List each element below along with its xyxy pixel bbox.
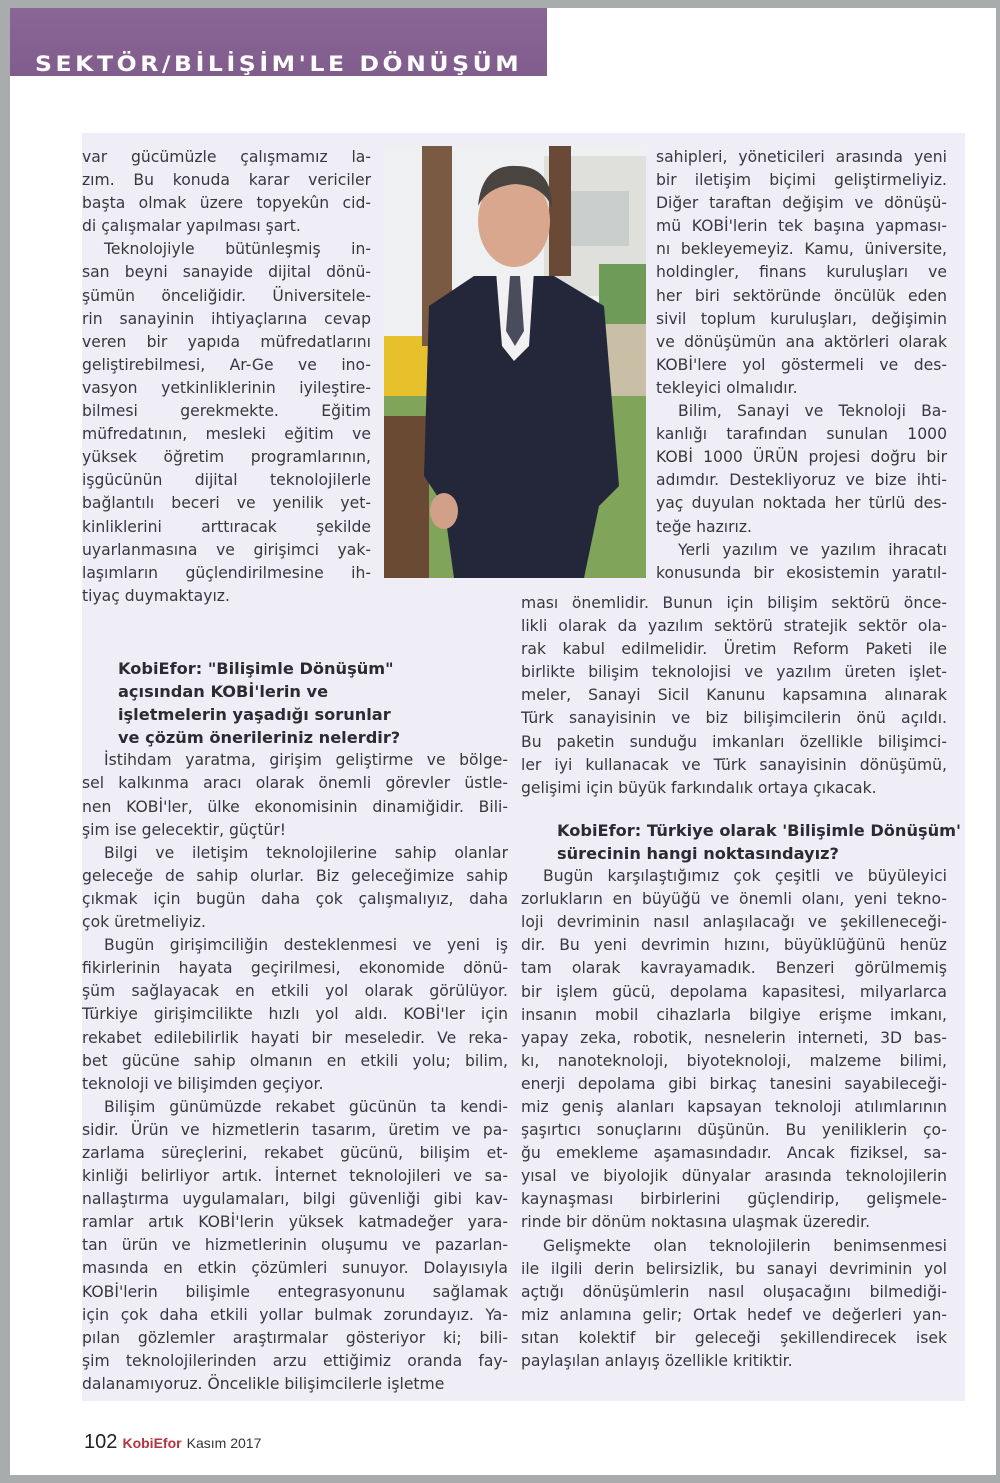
- paragraph: [521, 865, 947, 1235]
- text-line: için çok daha etkili yollar bulmak zorundayız. Ya-: [82, 1305, 508, 1324]
- text-line: vasyon yetkinliklerinin iyileştire-: [82, 378, 371, 397]
- text-line: tam olarak kavrayamadık. Benzeri görülmemiş: [521, 959, 947, 978]
- text-line: tan ürün ve hizmetlerinin oluşumu ve pazarlan-: [82, 1236, 508, 1255]
- interview-question-1: [118, 657, 508, 749]
- text-line: yüksek öğretim programlarının,: [82, 448, 371, 467]
- text-line: müfredatının, mesleki eğitim ve: [82, 425, 371, 444]
- text-line: şim ise gelecektir, güçtür!: [82, 820, 287, 839]
- text-line: birlikte bilişim teknolojisi ve yazılım üreten işlet-: [521, 663, 947, 682]
- section-title: SEKTÖR/BİLİŞİM'LE DÖNÜŞÜM: [35, 52, 523, 76]
- text-line: bağlantılı beceri ve yenilik yet-: [82, 494, 371, 513]
- text-line: insanın mobil cihazlarla bilgiye erişme imkanı,: [521, 1005, 947, 1024]
- question-line: açısından KOBİ'lerin ve: [118, 682, 329, 702]
- text-line: İstihdam yaratma, girişim geliştirme ve bölge-: [104, 751, 508, 770]
- text-line: gelişimi için büyük farkındalık ortaya çıkacak.: [521, 778, 877, 797]
- page-number: 102: [84, 1431, 118, 1453]
- portrait-image: [384, 146, 646, 578]
- text-line: rinde bir dönüm noktasına ulaşmak üzeredir.: [521, 1213, 871, 1232]
- text-line: nen KOBİ'ler, ülke ekonomisinin dinamiğidir. Bili-: [82, 797, 508, 816]
- paragraph: [82, 749, 508, 841]
- text-line: sivil toplum kuruluşları, değişimin: [656, 309, 947, 328]
- text-line: masında en etkin çözümleri sunuyor. Dolayısıyla: [82, 1259, 508, 1278]
- question-line: KobiEfor: "Bilişimle Dönüşüm": [118, 659, 394, 678]
- text-line: likli olarak da yazılım sektörü stratejik sektör ola-: [521, 617, 947, 636]
- text-line: ramlar artık KOBİ'lerin yüksek katmadeğer yara-: [82, 1213, 508, 1232]
- text-line: enerji depolama gibi birkaç tanesini sayabileceği-: [521, 1074, 947, 1093]
- text-line: bir işlem gücü, depolama kapasitesi, milyarlarca: [521, 982, 947, 1001]
- text-line: çok üretmeliyiz.: [82, 913, 206, 932]
- text-line: bir iletişim biçimi geliştirmeliyiz.: [656, 171, 947, 190]
- text-line: rin sanayinin ihtiyaçlarına cevap: [82, 309, 371, 328]
- text-line: laşımların güçlendirilmesine ih-: [82, 563, 371, 582]
- text-line: paylaşılan anlayış özellikle kritiktir.: [521, 1352, 793, 1370]
- text-line: teknoloji ve bilişimden geçiyor.: [82, 1074, 324, 1093]
- text-line: nı bekleyemeyiz. Kamu, üniversite,: [656, 240, 947, 259]
- left-column-bottom: [82, 638, 508, 1396]
- paragraph: [82, 934, 508, 1096]
- text-line: kinliklerini arttıracak şekilde: [82, 517, 371, 536]
- text-line: Teknolojiyle bütünleşmiş in-: [104, 240, 371, 259]
- text-line: kı, nanoteknoloji, biyoteknoloji, malzeme bilimi,: [521, 1051, 947, 1070]
- text-line: şümün önceliğidir. Üniversitele-: [82, 286, 371, 305]
- text-line: KOBİ 1000 ÜRÜN projesi doğru bir: [656, 448, 947, 467]
- text-line: sel kalkınma aracı olarak önemli görevler üstle-: [82, 774, 508, 793]
- text-line: Bilgi ve iletişim teknolojilerine sahip olanlar: [104, 843, 508, 862]
- text-line: Yerli yazılım ve yazılım ihracatı: [678, 540, 947, 559]
- text-line: teğe hazırız.: [656, 517, 752, 536]
- text-line: loji devriminin nasıl anlaşılacağı ve şekilleneceği-: [521, 913, 947, 932]
- text-line: meler, Sanayi Sicil Kanunu kapsamına alınarak: [521, 686, 947, 705]
- magazine-brand: KobiEfor: [122, 1435, 182, 1451]
- text-line: işgücünün dijital teknolojilerle: [82, 471, 371, 490]
- text-line: sıtan kolektif bir geleceği şekillendirecek isek: [521, 1328, 947, 1347]
- text-line: adımdır. Destekliyoruz ve bize ihti-: [656, 471, 947, 490]
- interview-question-2: [557, 819, 961, 865]
- text-line: Bilişim günümüzde rekabet gücünün ta kendi-: [104, 1097, 508, 1116]
- text-line: nallaştırma uygulamaları, bilgi güvenliği gibi kav-: [82, 1190, 508, 1209]
- paragraph: [521, 592, 947, 800]
- text-line: Bu paketin sunduğu imkanları özellikle bilişimci-: [521, 732, 947, 751]
- text-line: uyarlanmasına ve girişimci yak-: [82, 540, 371, 559]
- text-line: dalanamıyoruz. Öncelikle bilişimcilerle işletme: [82, 1374, 445, 1393]
- text-line: bilmesi gerekmekte. Eğitim: [82, 402, 371, 421]
- paragraph: [521, 1235, 947, 1374]
- right-column-bottom: [521, 592, 961, 1373]
- text-line: konusunda bir ekosistemin yaratıl-: [656, 563, 947, 582]
- text-line: yısal ve biyolojik dünyalar arasında teknolojilerin: [521, 1167, 947, 1186]
- text-line: miz anlamına gelir; Ortak hedef ve değerleri yan-: [521, 1305, 947, 1324]
- text-line: kanlığı tarafından sunulan 1000: [656, 425, 947, 444]
- text-line: di çalışmalar yapılması şart.: [82, 217, 301, 236]
- text-line: başta olmak üzere topyekûn cid-: [82, 194, 371, 213]
- paragraph: [82, 238, 371, 608]
- question-line: ve çözüm önerileriniz nelerdir?: [118, 728, 401, 748]
- text-line: Türkiye girişimcilikte hızlı yol aldı. KOBİ'ler için: [82, 1005, 508, 1024]
- text-line: bet gücüne sahip olmanın en etkili yolu; bilim,: [82, 1051, 508, 1070]
- text-line: Bilim, Sanayi ve Teknoloji Ba-: [678, 402, 947, 421]
- text-line: KOBİ'lere yol göstermeli ve des-: [656, 355, 947, 374]
- question-line: işletmelerin yaşadığı sorunlar: [118, 705, 391, 725]
- paragraph: [82, 1096, 508, 1396]
- magazine-page: [10, 8, 996, 1475]
- text-line: dir. Bu yeni devrimin hızını, büyüklüğünü henüz: [521, 936, 947, 955]
- text-line: KOBİ'lerin bilişimle entegrasyonunu sağlamak: [82, 1282, 508, 1301]
- portrait-photo: [384, 146, 646, 578]
- paragraph: [656, 146, 947, 400]
- text-line: zorlukların en büyüğü ve önemli olanı, yeni tekno-: [521, 890, 947, 909]
- text-line: geleceğe de sahip olurlar. Biz geleceğimize sahip: [82, 866, 508, 885]
- text-line: yapay zeka, robotik, nesnelerin interneti, 3D bas-: [521, 1028, 947, 1047]
- text-line: var gücümüzle çalışmamız la-: [82, 148, 371, 166]
- text-line: Gelişmekte olan teknolojilerin benimsenmesi: [543, 1236, 947, 1255]
- text-line: zarlama süreçlerini, rekabet gücünü, bilişim et-: [82, 1143, 508, 1162]
- left-column-top: [82, 146, 371, 608]
- text-line: geliştirebilmesi, Ar-Ge ve ino-: [82, 355, 371, 374]
- text-line: ğu emekleme aşamasındadır. Ancak fiziksel, sa-: [521, 1144, 947, 1163]
- text-line: ve dönüşümün ana aktörleri olarak: [656, 332, 947, 351]
- paragraph: [656, 539, 947, 585]
- text-line: Türk sanayisinin ve biz bilişimcilerin önü açıldı.: [521, 709, 947, 728]
- section-header-band: [10, 8, 547, 76]
- text-line: holdingler, finans kuruluşları ve: [656, 263, 947, 282]
- text-line: Bugün karşılaştığımız çok çeşitli ve büyüleyici: [543, 867, 947, 886]
- issue-date: Kasım 2017: [186, 1435, 262, 1451]
- paragraph: [82, 146, 371, 238]
- text-line: miz geniş alanları kapsayan teknoloji atılımlarının: [521, 1097, 947, 1116]
- text-line: ması önemlidir. Bunun için bilişim sektörü önce-: [521, 594, 947, 612]
- text-line: san beyni sanayide dijital dönü-: [82, 263, 371, 282]
- text-line: kinliği belirliyor artık. İnternet teknolojileri ve sa-: [82, 1167, 508, 1186]
- text-line: tekleyici olmalıdır.: [656, 378, 798, 397]
- right-column-top: [656, 146, 947, 585]
- question-line: KobiEfor: Türkiye olarak 'Bilişimle Dönüşüm': [557, 820, 961, 840]
- text-line: Bugün girişimciliğin desteklenmesi ve yeni iş: [104, 936, 508, 955]
- text-line: kaynaşması birbirlerini güçlendirip, gelişmele-: [521, 1190, 947, 1209]
- text-line: fikirlerinin hayata geçirilmesi, ekonomide dönü-: [82, 959, 508, 978]
- text-line: şüm sağlayacak en etkili yol olarak görülüyor.: [82, 982, 508, 1001]
- text-line: tiyaç duymaktayız.: [82, 586, 230, 605]
- text-line: ile ilgili derin belirsizlik, bu sanayi devriminin yol: [521, 1259, 947, 1278]
- text-line: veren bir yapıda müfredatlarını: [82, 332, 371, 351]
- text-line: sahipleri, yöneticileri arasında yeni: [656, 148, 947, 166]
- page-footer: [84, 1431, 261, 1454]
- text-line: rekabet edilebilirlik hayati bir meseledir. Ve reka-: [82, 1028, 508, 1047]
- text-line: pılan gözlemler araştırmalar gösteriyor ki; bili-: [82, 1328, 508, 1347]
- question-line: sürecinin hangi noktasındayız?: [557, 843, 839, 863]
- text-line: mü KOBİ'lerin tek başına yapması-: [656, 217, 947, 236]
- paragraph: [656, 400, 947, 539]
- text-line: açtığı dönüşümlerin nasıl oluşacağını bilmediği-: [521, 1282, 947, 1301]
- text-line: şaşırtıcı sonuçlarını düşünün. Bu yeniliklerin ço-: [521, 1121, 947, 1140]
- text-line: yaç duyulan noktada her türlü des-: [656, 494, 947, 513]
- text-line: Diğer taraftan değişim ve dönüşü-: [656, 194, 947, 213]
- text-line: ler iyi kullanacak ve Türk sanayisinin dönüşümü,: [521, 755, 947, 774]
- text-line: rak kabul edilmelidir. Üretim Reform Paketi ile: [521, 640, 947, 659]
- text-line: çıkmak için bugün daha çok çalışmalıyız, daha: [82, 889, 508, 908]
- text-line: her biri sektöründe öncülük eden: [656, 286, 947, 305]
- text-line: zım. Bu konuda karar vericiler: [82, 171, 371, 190]
- text-line: şim teknolojilerinden arzu ettiğimiz oranda fay-: [82, 1351, 508, 1370]
- text-line: sidir. Ürün ve hizmetlerin tasarım, üretim ve pa-: [82, 1120, 508, 1139]
- paragraph: [82, 842, 508, 934]
